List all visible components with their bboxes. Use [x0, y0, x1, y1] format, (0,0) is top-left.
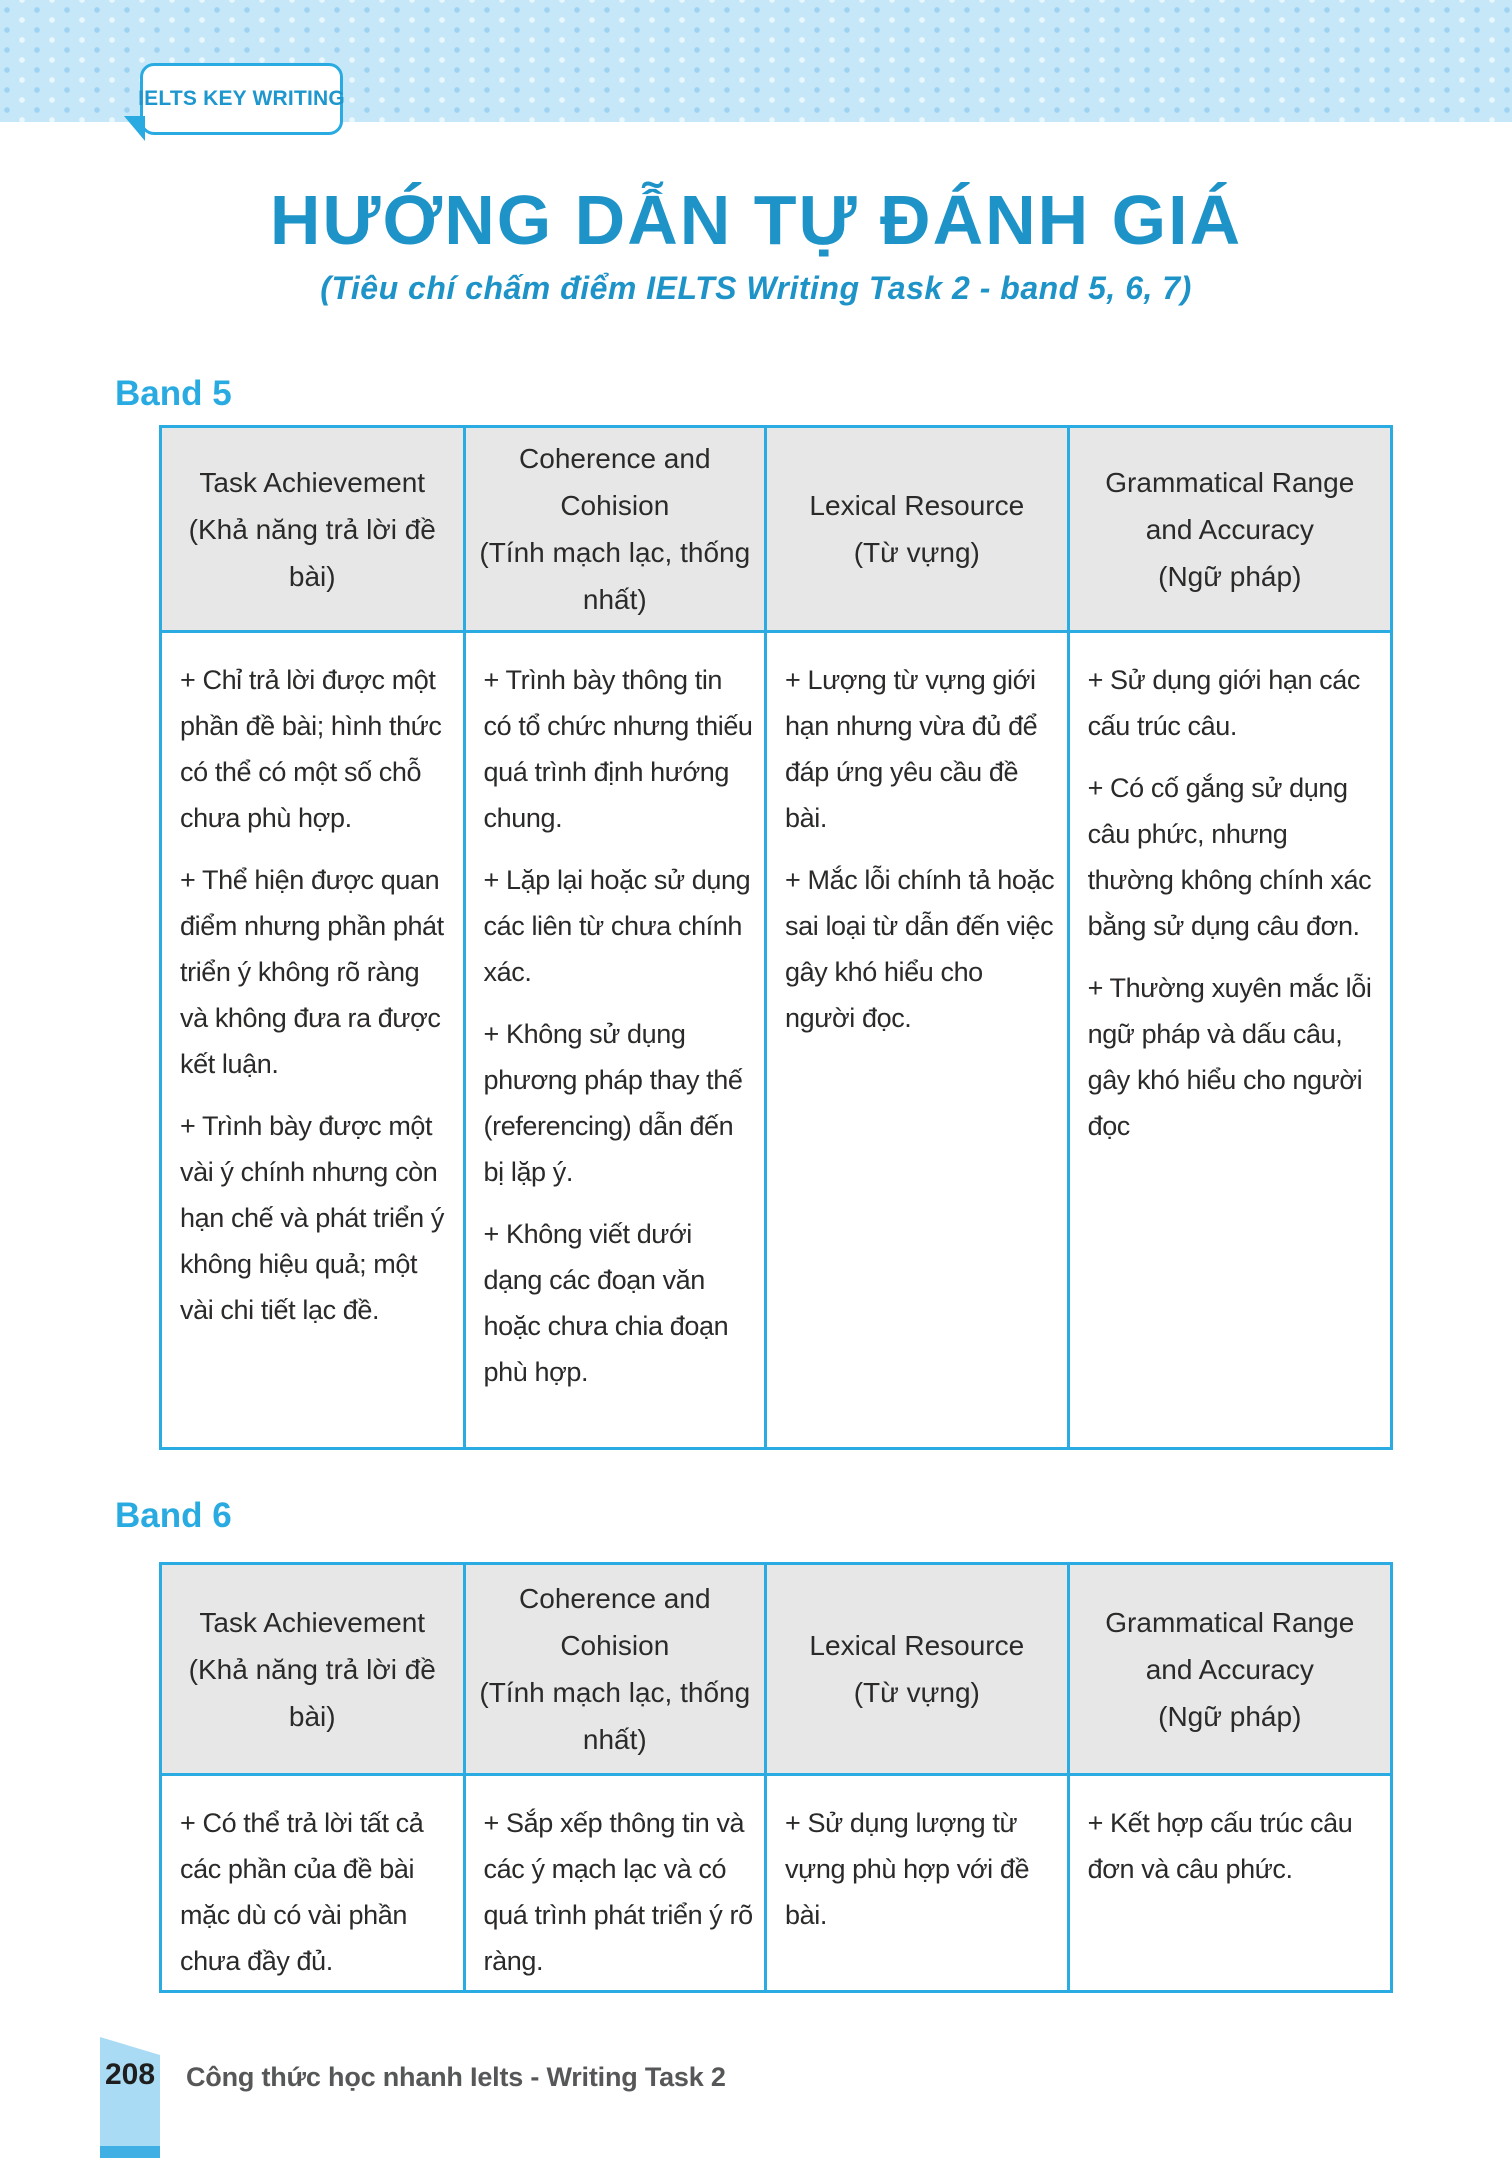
speech-bubble-tail — [124, 116, 145, 141]
band6-cell-task-achievement — [162, 1776, 463, 1990]
band6-cell-grammatical-range — [1067, 1776, 1390, 1990]
page-title: HƯỚNG DẪN TỰ ĐÁNH GIÁ — [269, 181, 1243, 259]
header-vi: (Ngữ pháp) — [1158, 560, 1302, 592]
footer-ribbon — [100, 2037, 160, 2158]
criterion-bullet: + Mắc lỗi chính tả hoặc sai loại từ dẫn đến việc gây khó hiểu cho người đọc. — [785, 865, 1055, 1033]
band5-cell-lexical-resource — [764, 633, 1067, 1447]
criterion-bullet: + Sử dụng giới hạn các cấu trúc câu. — [1087, 665, 1360, 741]
header-vi: (Khả năng trả lời đề bài) — [188, 1653, 436, 1732]
band6-label: Band 6 — [115, 1496, 232, 1535]
band6-header-grammatical-range — [1067, 1565, 1390, 1776]
header-vi: (Ngữ pháp) — [1158, 1700, 1302, 1732]
criterion-bullet: + Chỉ trả lời được một phần đề bài; hình thức có thể có một số chỗ chưa phù hợp. — [180, 665, 442, 833]
criterion-bullet: + Thể hiện được quan điểm nhưng phần phát triển ý không rõ ràng và không đưa ra được kết luận. — [180, 865, 444, 1079]
criterion-bullet: + Trình bày thông tin có tổ chức nhưng thiếu quá trình định hướng chung. — [483, 665, 753, 833]
band6-header-task-achievement — [162, 1565, 463, 1776]
band5-header-grammatical-range — [1067, 428, 1390, 633]
header-vi: (Từ vựng) — [853, 537, 980, 568]
ielts-key-writing-tab — [140, 63, 343, 135]
criterion-bullet: + Lượng từ vựng giới hạn nhưng vừa đủ để đáp ứng yêu cầu đề bài. — [785, 665, 1038, 833]
band5-header-lexical-resource — [764, 428, 1067, 633]
header-en: Coherence and Cohision — [519, 1583, 711, 1661]
criterion-bullet: + Có cố gắng sử dụng câu phức, nhưng thường không chính xác bằng sử dụng câu đơn. — [1087, 773, 1372, 941]
band6-cell-coherence-cohesion — [463, 1776, 765, 1990]
footer-ribbon-accent — [100, 2146, 160, 2158]
band5-label: Band 5 — [115, 374, 232, 413]
header-en: Grammatical Range and Accuracy — [1105, 1606, 1355, 1685]
tab-label: IELTS KEY WRITING — [138, 87, 345, 110]
header-en: Task Achievement — [199, 466, 426, 498]
criterion-bullet: + Kết hợp cấu trúc câu đơn và câu phức. — [1087, 1808, 1353, 1884]
criterion-bullet: + Sử dụng lượng từ vựng phù hợp với đề bài. — [785, 1808, 1030, 1930]
band6-header-coherence-cohesion — [463, 1565, 765, 1776]
header-vi: (Từ vựng) — [853, 1677, 980, 1708]
band5-cell-grammatical-range — [1067, 633, 1390, 1447]
header-en: Task Achievement — [199, 1606, 426, 1638]
band6-header-lexical-resource — [764, 1565, 1067, 1776]
criterion-bullet: + Không viết dưới dạng các đoạn văn hoặc chưa chia đoạn phù hợp. — [483, 1219, 729, 1387]
band6-cell-lexical-resource — [764, 1776, 1067, 1990]
header-en: Lexical Resource — [809, 490, 1025, 521]
band5-cell-coherence-cohesion — [463, 633, 765, 1447]
footer-book-title: Công thức học nhanh Ielts - Writing Task 2 — [186, 2062, 726, 2092]
header-vi: (Khả năng trả lời đề bài) — [188, 513, 436, 592]
band5-cell-task-achievement — [162, 633, 463, 1447]
band5-table — [159, 425, 1393, 1450]
header-vi: (Tính mạch lạc, thống nhất) — [479, 537, 751, 615]
criterion-bullet: + Lặp lại hoặc sử dụng các liên từ chưa chính xác. — [483, 865, 751, 987]
criterion-bullet: + Không sử dụng phương pháp thay thế (referencing) dẫn đến bị lặp ý. — [483, 1019, 743, 1187]
criterion-bullet: + Sắp xếp thông tin và các ý mạch lạc và có quá trình phát triển ý rõ ràng. — [483, 1808, 753, 1976]
page-subtitle: (Tiêu chí chấm điểm IELTS Writing Task 2 - band 5, 6, 7) — [320, 270, 1192, 306]
page-number: 208 — [104, 2058, 156, 2091]
criterion-bullet: + Có thể trả lời tất cả các phần của đề bài mặc dù có vài phần chưa đầy đủ. — [180, 1808, 424, 1976]
header-en: Grammatical Range and Accuracy — [1105, 466, 1355, 545]
header-en: Lexical Resource — [809, 1630, 1025, 1661]
header-en: Coherence and Cohision — [519, 443, 711, 521]
criterion-bullet: + Thường xuyên mắc lỗi ngữ pháp và dấu câu, gây khó hiểu cho người đọc — [1087, 973, 1372, 1141]
header-vi: (Tính mạch lạc, thống nhất) — [479, 1677, 751, 1755]
band5-header-task-achievement — [162, 428, 463, 633]
band6-table — [159, 1562, 1393, 1993]
criterion-bullet: + Trình bày được một vài ý chính nhưng còn hạn chế và phát triển ý không hiệu quả; một vài chi tiết lạc đề. — [180, 1111, 444, 1325]
band5-header-coherence-cohesion — [463, 428, 765, 633]
